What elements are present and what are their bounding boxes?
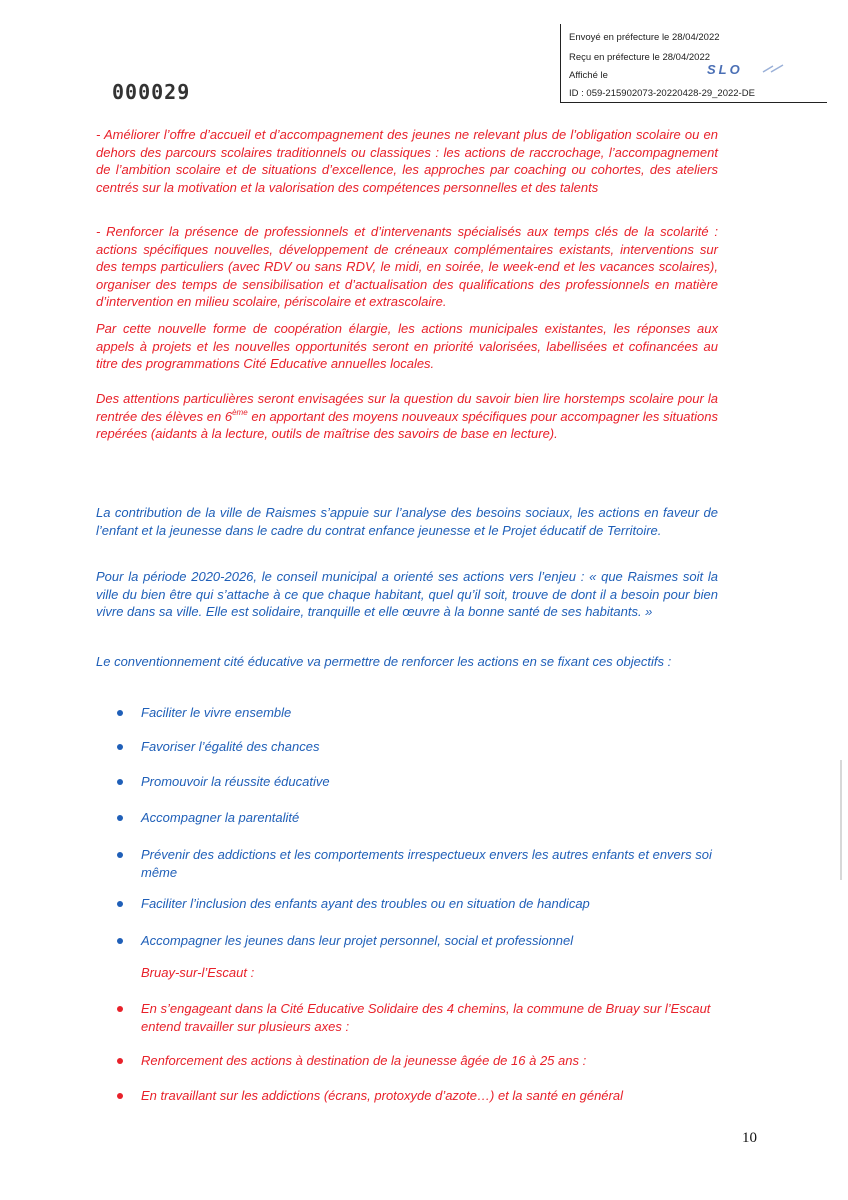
bullet-icon [117, 1058, 125, 1066]
objective-item: Prévenir des addictions et les comportements irrespectueux envers les autres enfants et envers soi même [141, 847, 712, 880]
paragraph-periode-2020-2026: Pour la période 2020-2026, le conseil municipal a orienté ses actions vers l’enjeu : « que Raismes soit la ville du bien être qui s’attache à ce que chaque habitant, quel qu’il soit, trouve de dont il a besoin pour bien vivre dans sa ville. Elle est solidaire, tranquille et elle œuvre à la bonne santé de ses habitants. » [96, 569, 718, 619]
bullet-icon [117, 1006, 125, 1014]
slo-logo-text: SLO [707, 62, 743, 76]
paragraph-contribution-raismes: La contribution de la ville de Raismes s’appuie sur l’analyse des besoins sociaux, les actions en faveur de l’enfant et la jeunesse dans le cadre du contrat enfance jeunesse et le Projet éducatif de Territoire. [96, 505, 718, 538]
objective-item: Faciliter l’inclusion des enfants ayant des troubles ou en situation de handicap [141, 896, 590, 911]
bullet-icon [117, 901, 125, 909]
objective-item: Accompagner la parentalité [141, 810, 300, 825]
paragraph-cooperation: Par cette nouvelle forme de coopération élargie, les actions municipales existantes, les réponses aux appels à projets et les nouvelles opportunités seront en priorité valorisées, labellisées et cofinancées au titre des programmations Cité Educative annuelles locales. [96, 321, 718, 371]
stamp-sent-date: Envoyé en préfecture le 28/04/2022 [569, 32, 720, 43]
objective-item: Faciliter le vivre ensemble [141, 705, 292, 720]
bullet-icon [117, 779, 125, 787]
paragraph-savoir-lire-end: en apportant des moyens nouveaux spécifiques pour accompagner les situations repérées (aidants à la lecture, outils de maîtrise des savoirs de base en lecture). [96, 408, 718, 441]
superscript-eme: ème [232, 407, 248, 417]
paragraph-offre-accueil: - Améliorer l’offre d’accueil et d’accompagnement des jeunes ne relevant plus de l’obligation scolaire ou en dehors des parcours scolaires traditionnels ou classiques : les actions de raccrochage, l’accompagnement de l’ambition scolaire et de situations d’excellence, les approches par coaching ou cohortes, des ateliers centrés sur la motivation et la valorisation des compétences personnelles et des talents [96, 127, 718, 195]
stamp-posted-label: Affiché le [569, 70, 608, 81]
bullet-icon [117, 710, 125, 718]
scan-edge-mark [840, 760, 842, 880]
document-number: 000029 [112, 80, 191, 104]
objective-item: Accompagner les jeunes dans leur projet personnel, social et professionnel [141, 933, 574, 948]
section-heading-bruay: Bruay-sur-l’Escaut : [141, 965, 255, 980]
bullet-icon [117, 815, 125, 823]
objective-item: Favoriser l’égalité des chances [141, 739, 320, 754]
objective-item: Promouvoir la réussite éducative [141, 774, 330, 789]
paragraph-renforcer-presence: - Renforcer la présence de professionnels et d’intervenants spécialisés aux temps clés de la scolarité : actions spécifiques nouvelles, développement de créneaux complémentaires existants, interventions sur des temps particuliers (avec RDV ou sans RDV, le midi, en soirée, le week-end et les vacances scolaires), organiser des temps de sensibilisation et d’actualisation des qualifications des professionnels en matière d’intervention en milieu scolaire, périscolaire et extrascolaire. [96, 224, 718, 309]
paragraph-savoir-lire-start: Des attentions particulières seront envisagées sur la question du savoir bien lire horstemps scolaire pour la rentrée des élèves en 6 [96, 391, 718, 424]
bullet-icon [117, 744, 125, 752]
paragraph-conventionnement: Le conventionnement cité éducative va permettre de renforcer les actions en se fixant ces objectifs : [96, 654, 672, 669]
page-number: 10 [742, 1130, 757, 1146]
paragraph-savoir-lire [96, 390, 718, 443]
bullet-icon [117, 852, 125, 860]
prefecture-stamp [560, 24, 827, 103]
bullet-icon [117, 1093, 125, 1101]
bullet-icon [117, 938, 125, 946]
bruay-item: En travaillant sur les addictions (écrans, protoxyde d’azote…) et la santé en général [141, 1088, 623, 1103]
slo-logo-icon [705, 62, 789, 76]
bruay-item: En s’engageant dans la Cité Educative Solidaire des 4 chemins, la commune de Bruay sur l’Escaut entend travailler sur plusieurs axes : [141, 1001, 711, 1034]
stamp-id: ID : 059-215902073-20220428-29_2022-DE [569, 88, 755, 99]
stamp-received-date: Reçu en préfecture le 28/04/2022 [569, 52, 711, 63]
bruay-item: Renforcement des actions à destination de la jeunesse âgée de 16 à 25 ans : [141, 1053, 587, 1068]
